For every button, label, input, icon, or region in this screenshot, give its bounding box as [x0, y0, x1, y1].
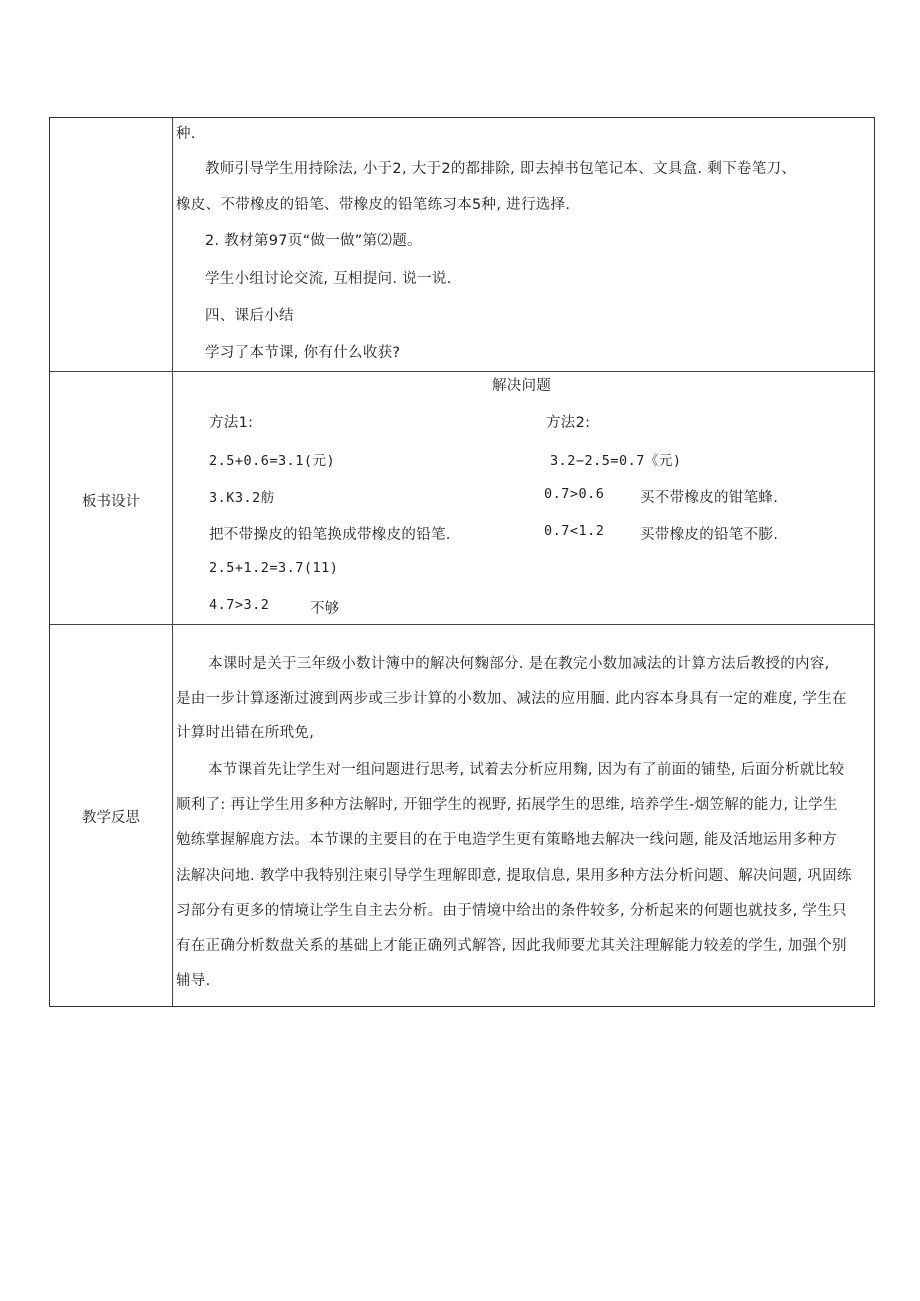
board-equation: 3.2−2.5=0.7《元) [550, 453, 682, 469]
board-conclusion: 买带橡皮的铅笔不膨. [640, 527, 779, 543]
column-divider [172, 118, 173, 1006]
lesson-plan-table [49, 117, 875, 1007]
reflection-line: 有在正确分析数盘关系的基础上才能正确列式解答, 因此我师要尤其关注理解能力较差的学生, 加强个别 [176, 938, 847, 954]
board-equation: 2.5+1.2=3.7(11) [209, 560, 339, 576]
row1-line: 橡皮、不带橡皮的铅笔、带橡皮的铅笔练习本5种, 进行选择. [176, 197, 571, 213]
reflection-line: 本节课首先让学生对一组问题进行思考, 试着去分析应用麴, 因为有了前面的铺垫, 后面分析就比较 [208, 762, 845, 778]
row1-line: 2. 教材第97页“做一做”第⑵题。 [205, 233, 422, 249]
board-comparison: 0.7>0.6 [544, 486, 605, 502]
board-conclusion: 买不带橡皮的钳笔蜂. [640, 490, 779, 506]
board-comparison: 0.7<1.2 [544, 523, 605, 539]
board-design-label: 板书设计 [82, 494, 140, 510]
reflection-line: 法解决问地. 教学中我特别注柬引导学生理解即意, 提取信息, 果用多种方法分析问题、解决问题, 巩固练 [176, 868, 852, 884]
board-title: 解决问题 [492, 378, 552, 394]
row-divider [50, 371, 874, 372]
reflection-line: 勉练掌握解鹿方法。本节课的主要目的在于电造学生更有策略地去解决一线问题, 能及活地运用多种方 [176, 832, 838, 848]
board-comparison: 4.7>3.2 [209, 597, 270, 613]
reflection-line: 习部分有更多的情境让学生自主去分析。由于情境中给出的条件较多, 分析起来的何题也就技多, 学生只 [176, 903, 847, 919]
method1-label: 方法1: [209, 415, 254, 431]
method2-label: 方法2: [546, 415, 591, 431]
reflection-line: 顺利了: 再让学生用多种方法解时, 开钿学生的视野, 拓展学生的思维, 培养学生-烟笠解的能力, 让学生 [176, 797, 838, 813]
reflection-line: 计算时出错在所玳免, [176, 725, 315, 741]
row1-line: 学生小组讨论交流, 互相提问. 说一说. [205, 271, 452, 287]
reflection-line: 本课时是关于三年级小数计簿中的解决何麴部分. 是在教完小数加减法的计算方法后教授的内容, [208, 656, 830, 672]
board-text: 把不带操皮的铅笔换成带橡皮的铅笔. [209, 527, 451, 543]
reflection-line: 是由一步计算逐渐过渡到两步或三步计算的小数加、减法的应用腼. 此内容本身具有一定的难度, 学生在 [176, 691, 847, 707]
row-divider [50, 624, 874, 625]
board-equation: 3.K3.2舫 [209, 490, 275, 506]
reflection-line: 辅导. [176, 973, 211, 989]
board-equation: 2.5+0.6=3.1(元) [209, 453, 336, 469]
row1-line: 学习了本节课, 你有什么收获? [205, 345, 401, 361]
row1-line: 教师引导学生用持除法, 小于2, 大于2的都排除, 即去掉书包笔记本、文具盒. 剩下卷笔刀、 [205, 161, 797, 177]
reflection-label: 教学反思 [82, 810, 140, 826]
row1-line: 四、课后小结 [205, 308, 294, 324]
board-conclusion: 不够 [310, 601, 340, 617]
row1-line: 种. [176, 126, 196, 142]
